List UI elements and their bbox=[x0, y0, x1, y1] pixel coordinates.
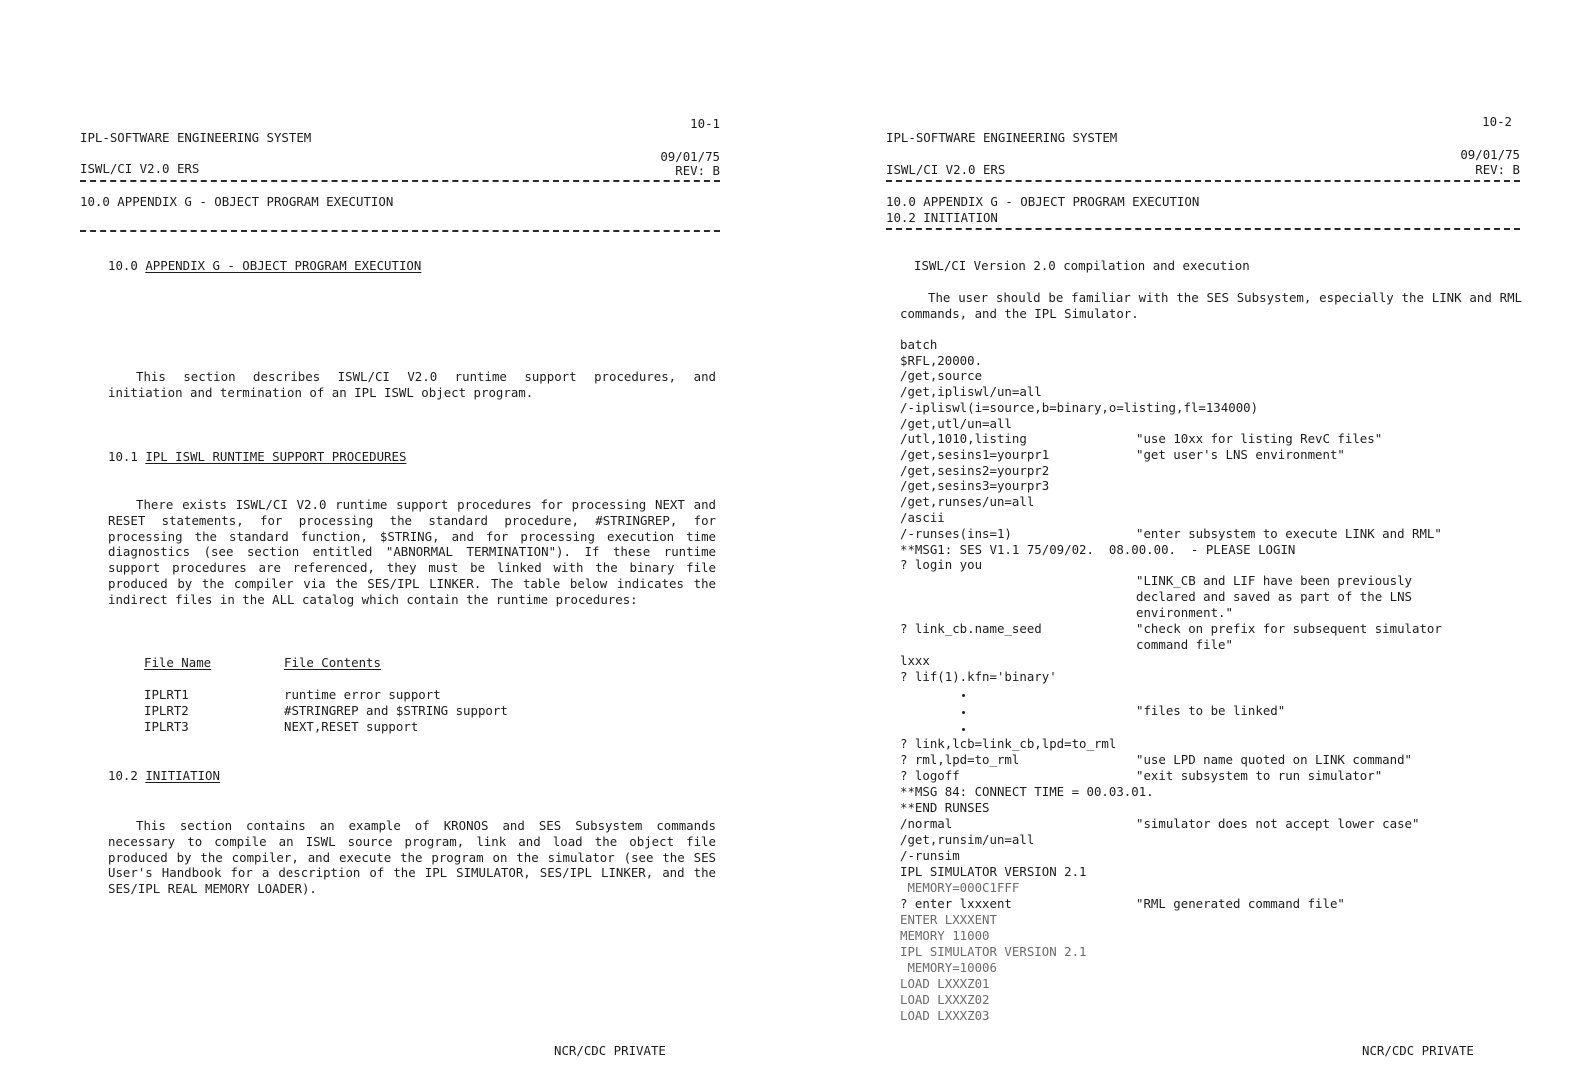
code-line: MEMORY=10006 bbox=[900, 960, 997, 975]
code-line: ? login you bbox=[900, 557, 983, 572]
code-line: **END RUNSES bbox=[900, 800, 990, 815]
code-line: /-runsim bbox=[900, 848, 960, 863]
ellipsis-dot bbox=[962, 694, 965, 697]
section-header: 10.0 APPENDIX G - OBJECT PROGRAM EXECUTION bbox=[886, 194, 1200, 209]
code-line: /-ipliswl(i=source,b=binary,o=listing,fl=134000) bbox=[900, 400, 1259, 415]
doc-date: 09/01/75 bbox=[1460, 147, 1520, 162]
code-line: **MSG 84: CONNECT TIME = 00.03.01. bbox=[900, 784, 1154, 799]
heading-10-0 bbox=[108, 258, 421, 274]
code-line: /get,sesins1=yourpr1 bbox=[900, 447, 1050, 462]
code-line: **MSG1: SES V1.1 75/09/02. 08.00.00. - PLEASE LOGIN bbox=[900, 542, 1296, 557]
code-line: /get,ipliswl/un=all bbox=[900, 384, 1042, 399]
example-title: ISWL/CI Version 2.0 compilation and execution bbox=[914, 258, 1250, 273]
heading-number: 10.0 bbox=[108, 258, 138, 273]
code-comment: "RML generated command file" bbox=[1136, 896, 1345, 911]
code-comment: "enter subsystem to execute LINK and RML" bbox=[1136, 526, 1442, 541]
code-line: /get,sesins2=yourpr2 bbox=[900, 463, 1050, 478]
revision: REV: B bbox=[1475, 162, 1520, 177]
heading-title: APPENDIX G - OBJECT PROGRAM EXECUTION bbox=[145, 258, 422, 273]
revision: REV: B bbox=[675, 163, 720, 178]
table-header-file-name: File Name bbox=[144, 655, 212, 670]
page-number: 10-2 bbox=[1482, 114, 1512, 129]
code-line: IPL SIMULATOR VERSION 2.1 bbox=[900, 864, 1087, 879]
code-line: ? logoff bbox=[900, 768, 960, 783]
table-header-file-contents: File Contents bbox=[284, 655, 381, 670]
doc-id: ISWL/CI V2.0 ERS bbox=[80, 161, 200, 176]
code-comment: environment." bbox=[1136, 605, 1233, 620]
code-line: ? enter lxxxent bbox=[900, 896, 1012, 911]
code-line: ? rml,lpd=to_rml bbox=[900, 752, 1020, 767]
initiation-paragraph: This section contains an example of KRONOS and SES Subsystem commands necessary to compile an ISWL source program, link and load the object file produced by the compiler, and execute the program on the simulator (see the SES User's Handbook for a description of the IPL SIMULATOR, SES/IPL LINKER, and the SES/IPL REAL MEMORY LOADER). bbox=[108, 818, 716, 897]
intro-paragraph: The user should be familiar with the SES Subsystem, especially the LINK and RML commands, and the IPL Simulator. bbox=[900, 290, 1522, 321]
system-title: IPL-SOFTWARE ENGINEERING SYSTEM bbox=[80, 130, 312, 145]
ellipsis-dot bbox=[962, 711, 965, 714]
code-line: ? lif(1).kfn='binary' bbox=[900, 669, 1057, 684]
header-divider bbox=[886, 180, 1520, 182]
system-title: IPL-SOFTWARE ENGINEERING SYSTEM bbox=[886, 130, 1118, 145]
heading-title: INITIATION bbox=[145, 768, 220, 783]
code-comment: "use LPD name quoted on LINK command" bbox=[1136, 752, 1413, 767]
code-line: $RFL,20000. bbox=[900, 353, 983, 368]
code-comment: "check on prefix for subsequent simulator bbox=[1136, 621, 1442, 636]
ellipsis-dot bbox=[962, 728, 965, 731]
table-cell-name: IPLRT1 bbox=[144, 687, 189, 702]
page-right bbox=[886, 0, 1524, 1080]
code-line: MEMORY 11000 bbox=[900, 928, 990, 943]
heading-title: IPL ISWL RUNTIME SUPPORT PROCEDURES bbox=[145, 449, 407, 464]
code-line: /get,runses/un=all bbox=[900, 494, 1035, 509]
heading-number: 10.1 bbox=[108, 449, 138, 464]
section-subheader: 10.2 INITIATION bbox=[886, 210, 998, 225]
section-header: 10.0 APPENDIX G - OBJECT PROGRAM EXECUTION bbox=[80, 194, 394, 209]
code-line: batch bbox=[900, 337, 938, 352]
page-number: 10-1 bbox=[690, 116, 720, 131]
footer-label: NCR/CDC PRIVATE bbox=[1362, 1043, 1474, 1058]
code-line: ? link_cb.name_seed bbox=[900, 621, 1042, 636]
table-cell-name: IPLRT3 bbox=[144, 719, 189, 734]
code-line: /get,runsim/un=all bbox=[900, 832, 1035, 847]
code-comment: "LINK_CB and LIF have been previously bbox=[1136, 573, 1413, 588]
code-comment: "use 10xx for listing RevC files" bbox=[1136, 431, 1383, 446]
code-line: LOAD LXXXZ01 bbox=[900, 976, 990, 991]
table-cell-name: IPLRT2 bbox=[144, 703, 189, 718]
intro-paragraph: This section describes ISWL/CI V2.0 runtime support procedures, and initiation and termination of an IPL ISWL object program. bbox=[108, 369, 716, 400]
code-line: LOAD LXXXZ02 bbox=[900, 992, 990, 1007]
code-comment: "get user's LNS environment" bbox=[1136, 447, 1345, 462]
table-cell-contents: runtime error support bbox=[284, 687, 441, 702]
doc-date: 09/01/75 bbox=[660, 149, 720, 164]
header-divider bbox=[80, 230, 720, 232]
footer-label: NCR/CDC PRIVATE bbox=[554, 1043, 666, 1058]
heading-10-1 bbox=[108, 449, 406, 465]
code-comment: declared and saved as part of the LNS bbox=[1136, 589, 1413, 604]
header-divider bbox=[886, 228, 1520, 230]
page-left bbox=[80, 0, 720, 1080]
code-line: /-runses(ins=1) bbox=[900, 526, 1012, 541]
code-line: lxxx bbox=[900, 653, 930, 668]
code-line: MEMORY=000C1FFF bbox=[900, 880, 1020, 895]
code-line: /ascii bbox=[900, 510, 945, 525]
code-line: IPL SIMULATOR VERSION 2.1 bbox=[900, 944, 1087, 959]
code-line: /get,source bbox=[900, 368, 983, 383]
heading-10-2 bbox=[108, 768, 220, 784]
doc-id: ISWL/CI V2.0 ERS bbox=[886, 162, 1006, 177]
table-cell-contents: #STRINGREP and $STRING support bbox=[284, 703, 508, 718]
code-line: LOAD LXXXZ03 bbox=[900, 1008, 990, 1023]
code-comment: "files to be linked" bbox=[1136, 703, 1286, 718]
code-line: /normal bbox=[900, 816, 953, 831]
table-cell-contents: NEXT,RESET support bbox=[284, 719, 419, 734]
code-comment: command file" bbox=[1136, 637, 1233, 652]
code-comment: "simulator does not accept lower case" bbox=[1136, 816, 1420, 831]
heading-number: 10.2 bbox=[108, 768, 138, 783]
runtime-paragraph: There exists ISWL/CI V2.0 runtime support procedures for processing NEXT and RESET statements, for processing the standard procedure, #STRINGREP, for processing the standard function, $STRING, and for processing execution time diagnostics (see section entitled "ABNORMAL TERMINATION"). If these runtime support procedures are referenced, they must be linked with the binary file produced by the compiler via the SES/IPL LINKER. The table below indicates the indirect files in the ALL catalog which contain the runtime procedures: bbox=[108, 497, 716, 607]
code-comment: "exit subsystem to run simulator" bbox=[1136, 768, 1383, 783]
code-line: ? link,lcb=link_cb,lpd=to_rml bbox=[900, 736, 1117, 751]
code-line: /get,sesins3=yourpr3 bbox=[900, 478, 1050, 493]
code-line: /get,utl/un=all bbox=[900, 416, 1012, 431]
code-line: /utl,1010,listing bbox=[900, 431, 1027, 446]
header-divider bbox=[80, 180, 720, 182]
code-line: ENTER LXXXENT bbox=[900, 912, 997, 927]
